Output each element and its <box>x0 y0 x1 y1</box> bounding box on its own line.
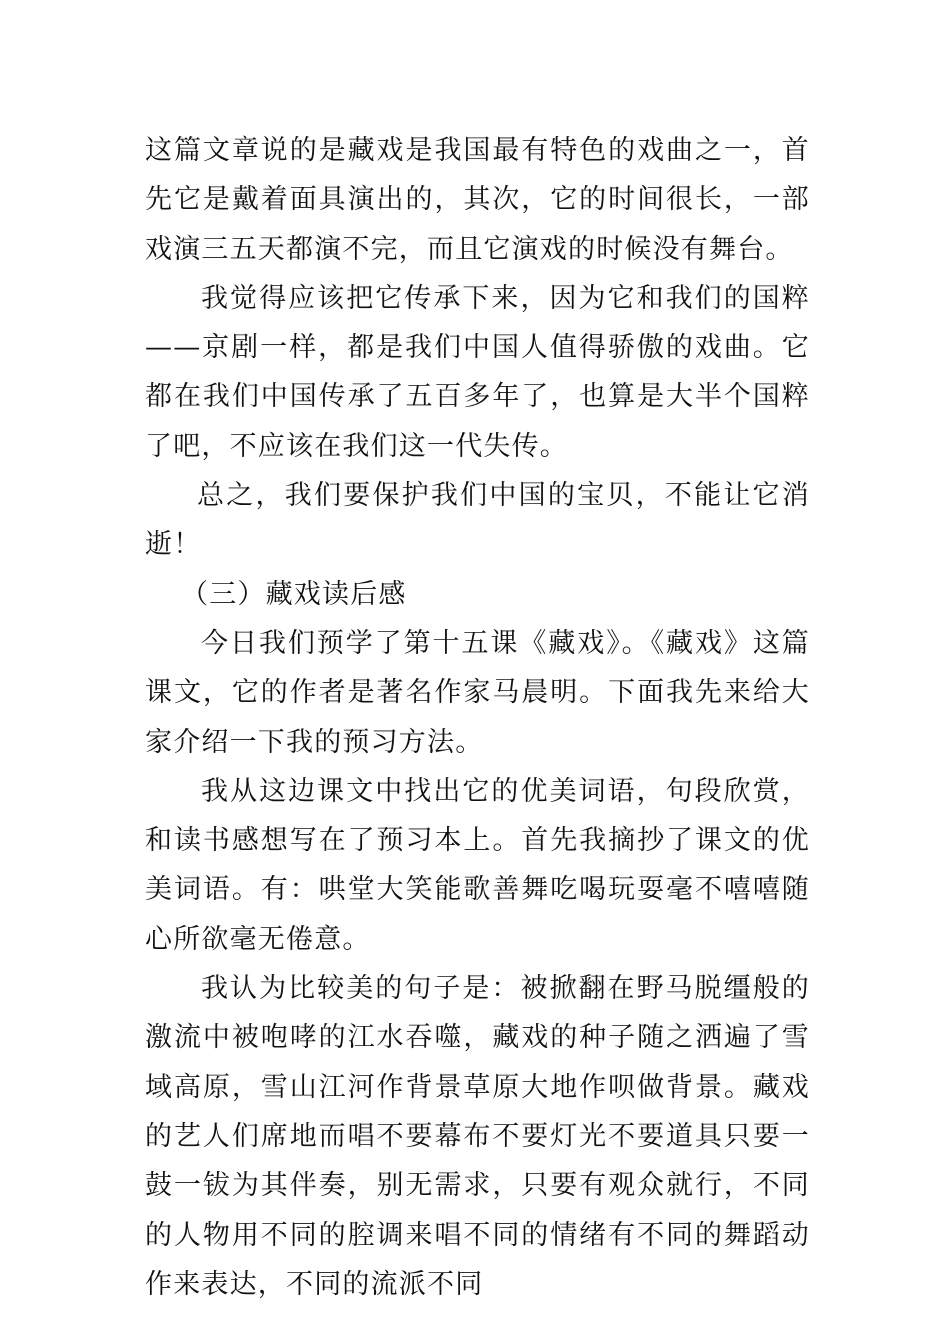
paragraph-5: 我从这边课文中找出它的优美词语，句段欣赏，和读书感想写在了预习本上。首先我摘抄了课文的优美词语。有：哄堂大笑能歌善舞吃喝玩耍毫不嘻嘻随心所欲毫无倦意。 <box>145 775 810 955</box>
paragraph-1: 这篇文章说的是藏戏是我国最有特色的戏曲之一，首先它是戴着面具演出的，其次，它的时间很长，一部戏演三五天都演不完，而且它演戏的时候没有舞台。 <box>145 135 810 265</box>
paragraph-2: 我觉得应该把它传承下来，因为它和我们的国粹——京剧一样，都是我们中国人值得骄傲的戏曲。它都在我们中国传承了五百多年了，也算是大半个国粹了吧，不应该在我们这一代失传。 <box>145 282 810 462</box>
document-body <box>145 126 810 1309</box>
paragraph-3: 总之，我们要保护我们中国的宝贝，不能让它消逝！ <box>145 480 810 561</box>
paragraph-6: 我认为比较美的句子是：被掀翻在野马脱缰般的激流中被咆哮的江水吞噬，藏戏的种子随之洒遍了雪域高原，雪山江河作背景草原大地作呗做背景。藏戏的艺人们席地而唱不要幕布不要灯光不要道具只要一鼓一钹为其伴奏，别无需求，只要有观众就行，不同的人物用不同的腔调来唱不同的情绪有不同的舞蹈动作来表达，不同的流派不同 <box>145 973 810 1300</box>
paragraph-4: 今日我们预学了第十五课《藏戏》。《藏戏》这篇课文，它的作者是著名作家马晨明。下面我先来给大家介绍一下我的预习方法。 <box>145 627 810 758</box>
section-heading: （三）藏戏读后感 <box>181 578 407 610</box>
